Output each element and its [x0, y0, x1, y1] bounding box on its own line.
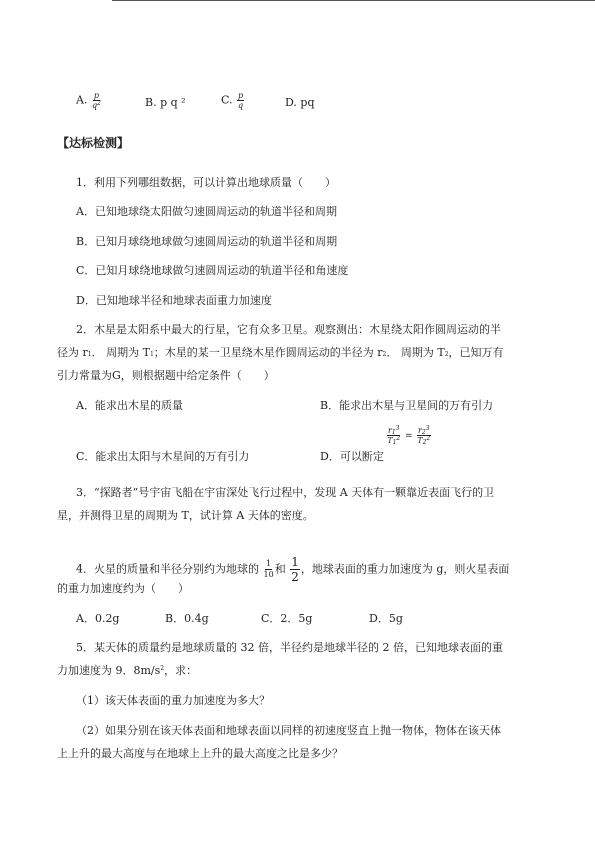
symbol-r: r — [418, 426, 422, 435]
q1-option-c: C．已知月球绕地球做匀速圆周运动的轨道半径和角速度 — [76, 264, 349, 277]
fraction-denominator: q — [238, 101, 244, 110]
header-rule — [112, 0, 595, 1]
exponent: 2 — [426, 435, 431, 442]
q1-stem: 1．利用下列哪组数据，可以计算出地球质量（ ） — [76, 176, 336, 189]
choice-label: A. — [76, 93, 88, 107]
exponent: 3 — [395, 425, 400, 432]
choice-a-top — [76, 91, 102, 110]
q4-line1 — [76, 555, 509, 584]
q2-option-a: A．能求出木星的质量 — [76, 399, 183, 412]
choice-d-top: D. pq — [285, 96, 315, 109]
text-run: ． 周期为 T — [386, 346, 445, 359]
text-run: 4．火星的质量和半径分别约为地球的 — [76, 562, 259, 576]
q4-option-a: A．0.2g — [76, 612, 120, 625]
exponent: 2 — [97, 100, 101, 107]
fraction-one-half — [290, 555, 300, 584]
q2-option-c: C．能求出太阳与木星间的万有引力 — [76, 450, 250, 463]
subscript: 1 — [392, 439, 397, 446]
choice-b-top: B. p q ² — [145, 96, 186, 109]
q5-line1: 5．某天体的质量约是地球质量的 32 倍，半径约是地球半径的 2 倍，已知地球表面的重 — [76, 641, 503, 654]
fraction-denominator: 10 — [263, 570, 274, 579]
text-run: ． 周期为 T — [91, 346, 150, 359]
text-run: ，地球表面的重力加速度为 g，则火星表面 — [300, 562, 510, 576]
text-run: ，求： — [164, 664, 198, 677]
q5-part2-line2: 上上升的最大高度与在地球上上升的最大高度之比是多少？ — [57, 747, 343, 760]
q2-option-d: D．可以断定 — [320, 450, 384, 463]
exponent: 3 — [425, 425, 430, 432]
q2-line2 — [57, 346, 504, 360]
fraction-numerator: 1 — [266, 559, 272, 568]
q4-option-b: B．0.4g — [165, 612, 209, 625]
section-title: 【达标检测】 — [57, 136, 130, 150]
q3-line1: 3．“探路者”号宇宙飞船在宇宙深处飞行过程中，发现 A 天体有一颗靠近表面飞行的卫 — [76, 486, 495, 499]
fraction-r1-over-t1 — [387, 426, 400, 445]
text-run: ，已知万有 — [448, 346, 504, 359]
equals-sign: = — [404, 431, 413, 442]
q4-line2: 的重力加速度约为（ ） — [57, 582, 189, 595]
fraction-numerator: 1 — [291, 555, 299, 569]
subscript: 1 — [87, 351, 92, 358]
text-run: ；木星的某一卫星绕木星作圆周运动的半径为 r — [153, 346, 383, 359]
choice-c-top — [221, 91, 245, 110]
fraction-numerator: p — [238, 91, 244, 100]
fraction-p-over-q2 — [92, 91, 101, 110]
kepler-ratio-formula — [386, 426, 432, 445]
subscript: 2 — [422, 439, 427, 446]
text-run: 和 — [274, 562, 286, 576]
q4-option-c: C．2．5g — [261, 612, 313, 625]
fraction-one-tenth — [264, 559, 274, 580]
q5-line2 — [57, 664, 197, 678]
q5-part1: （1）该天体表面的重力加速度为多大？ — [76, 694, 270, 707]
q1-option-d: D．已知地球半径和地球表面重力加速度 — [76, 294, 272, 307]
q1-option-a: A．已知地球绕太阳做匀速圆周运动的轨道半径和周期 — [76, 205, 337, 218]
exponent: 2 — [160, 665, 165, 672]
fraction-denominator: 2 — [291, 570, 299, 584]
q1-option-b: B．已知月球绕地球做匀速圆周运动的轨道半径和周期 — [76, 235, 338, 248]
text-run: 力加速度为 9．8m/s — [57, 664, 161, 677]
q2-line3: 引力常量为G，则根据题中给定条件（ ） — [57, 369, 275, 382]
symbol-r: r — [388, 426, 392, 435]
subscript: 2 — [444, 351, 449, 358]
q2-line1: 2．木星是太阳系中最大的行星，它有众多卫星。观察测出：木星绕太阳作圆周运动的半 — [76, 323, 501, 336]
q3-line2: 星，并测得卫星的周期为 T，试计算 A 天体的密度。 — [57, 509, 314, 522]
fraction-p-over-q — [237, 91, 244, 110]
subscript: 2 — [421, 429, 426, 436]
symbol-t: T — [417, 436, 423, 445]
fraction-numerator: p — [93, 91, 99, 100]
exponent: 2 — [396, 435, 401, 442]
q2-option-b: B．能求出木星与卫星间的万有引力 — [320, 399, 494, 412]
fraction-denominator: q — [91, 101, 98, 110]
symbol-t: T — [387, 436, 393, 445]
fraction-r2-over-t2 — [417, 426, 430, 445]
q4-option-d: D．5g — [369, 612, 403, 625]
subscript: 1 — [149, 351, 154, 358]
text-run: 径为 r — [57, 346, 88, 359]
subscript: 1 — [391, 429, 396, 436]
q5-part2-line1: （2）如果分别在该天体表面和地球表面以同样的初速度竖直上抛一物体，物体在该天体 — [76, 724, 501, 737]
choice-label: C. — [221, 93, 233, 107]
subscript: 2 — [382, 351, 387, 358]
